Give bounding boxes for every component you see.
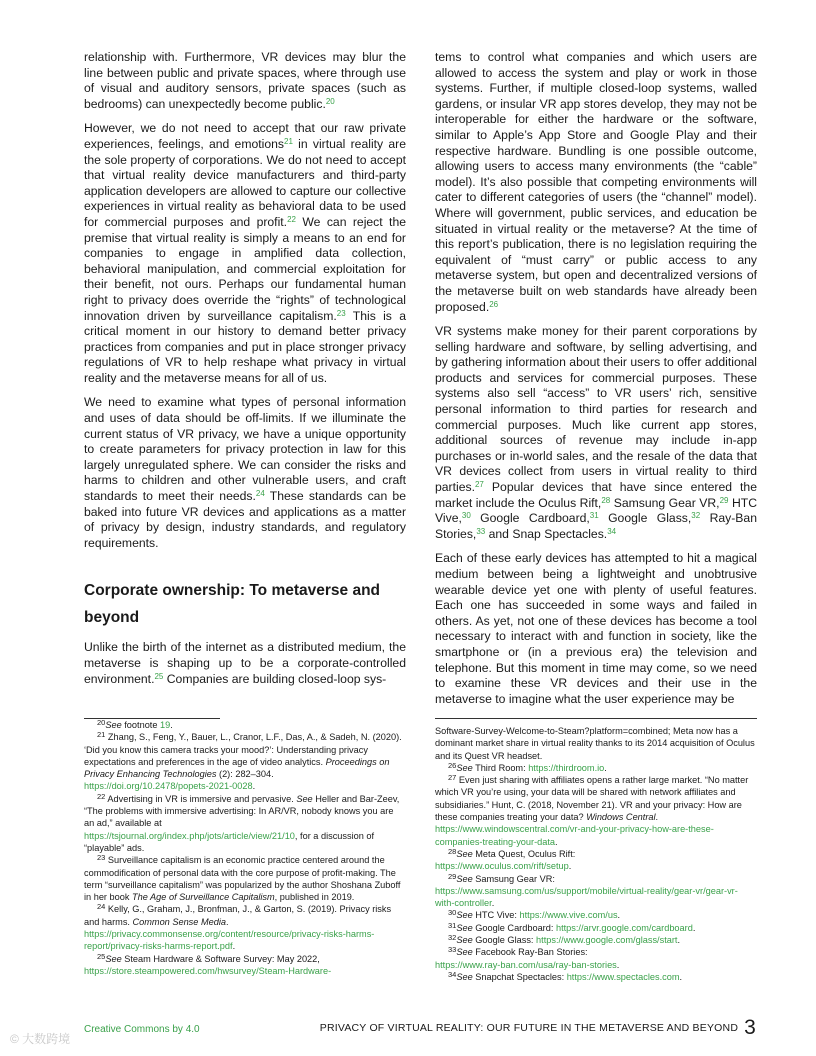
section-heading: Corporate ownership: To metaverse and beyond bbox=[84, 582, 380, 627]
watermark: © 大数跨境 bbox=[10, 1032, 71, 1046]
body-paragraph: Unlike the birth of the internet as a distributed medium, the metaverse is shaping up to be a corporate-controlled environment.$^{25}$ Companies are building closed-loop sys- bbox=[84, 640, 406, 686]
footnote-link[interactable]: https://www.windowscentral.com/vr-and-your-privacy-how-are-these-companies-treating-your-data bbox=[435, 824, 714, 847]
footnote-link[interactable]: https://www.ray-ban.com/usa/ray-ban-stories bbox=[435, 959, 617, 970]
footnote-20: $^{20}$See footnote 19. bbox=[97, 718, 173, 730]
report-title: PRIVACY OF VIRTUAL REALITY: OUR FUTURE IN THE METAVERSE AND BEYOND bbox=[319, 1022, 739, 1034]
footnote-divider bbox=[435, 718, 757, 719]
footnote-34: $^{34}$See Snapchat Spectacles: https://www.spectacles.com. bbox=[448, 969, 683, 982]
footnote-26: $^{26}$See Third Room: https://thirdroom.io. bbox=[448, 760, 607, 773]
body-paragraph: Each of these early devices has attempted to hit a magical medium between being a lightweight and unobtrusive wearable device yet one with plenty of useful features. Each one has succeeded in some ways and failed in others. As yet, not one of these devices has become a tool necessary to interact with and function in society, like the smartphone or (in a previous era) the television and telephone. But this moment in time may come, so we need to examine these VR devices and their use in the metaverse to imagine what the user experience may be bbox=[435, 551, 757, 706]
footnote-ref[interactable]: 34 bbox=[607, 526, 617, 536]
footnote-ref[interactable]: 30 bbox=[461, 511, 471, 521]
footnote-25-continued: Software-Survey-Welcome-to-Steam?platform=combined; Meta now has a dominant market share in virtual reality thanks to its 2014 acquisition of Oculus and its Quest VR headset. bbox=[435, 726, 755, 761]
footnote-ref[interactable]: 25 bbox=[154, 671, 164, 681]
license-link[interactable]: Creative Commons by 4.0 bbox=[84, 1024, 200, 1035]
footnote-28: $^{28}$See Meta Quest, Oculus Rift: https://www.oculus.com/rift/setup. bbox=[435, 846, 576, 872]
footnote-ref[interactable]: 32 bbox=[691, 511, 701, 521]
footnote-ref[interactable]: 24 bbox=[255, 489, 265, 499]
body-paragraph: However, we do not need to accept that our raw private experiences, feelings, and emotions$^{21}$ in virtual reality are the sole property of corporations. We do not need to accept that virtual reality device manufacturers and third-party application developers are allowed to capture our collective experiences in virtual reality as behavioral data to be used for commercial purposes and profit.$^{22}$ We can reject the premise that virtual reality is simply a means to an end for companies to engage in amplified data collection, behavioral manipulation, and commercial exploitation for their benefit, not ours. Perhaps our fundamental human right to privacy does override the “rights” of technological innovation driven by surveillance capitalism.$^{23}$ This is a critical moment in our history to demand better privacy practices from companies and put in place stronger privacy regulations of VR to help reshape what privacy in virtual reality and the metaverse means for all of us. bbox=[84, 121, 406, 385]
footnote-link[interactable]: https://doi.org/10.2478/popets-2021-0028 bbox=[84, 781, 253, 792]
body-paragraph: We need to examine what types of personal information and uses of data should be off-limits. If we illuminate the current status of VR privacy, we have a unique opportunity to create parameters for privacy protection in law for this largely unregulated sphere. We can consider the risks and harms to children and other vulnerable users, and craft standards to meet their needs.$^{24}$ These standards can be baked into future VR devices and applications as a matter of privacy by design, industry standards, and regulatory requirements. bbox=[84, 395, 406, 550]
footnote-27: $^{27}$ Even just sharing with affiliates opens a rather large market. “No matter which VR you’re using, your data will be shared with network affiliates and subsidiaries.” Hunt, C. (2018, November 21). VR and your privacy: How are these companies treating your data? Windows Central. https://www.windowscentral.com/vr-and-your-privacy-how-are-these-companies-treating-your-data. bbox=[435, 773, 749, 847]
footnote-ref[interactable]: 33 bbox=[476, 526, 486, 536]
left-column bbox=[84, 50, 406, 696]
footnote-link[interactable]: https://www.oculus.com/rift/setup bbox=[435, 861, 569, 872]
footnote-ref[interactable]: 29 bbox=[719, 495, 729, 505]
footnote-ref[interactable]: 20 bbox=[325, 96, 335, 106]
footnote-23: $^{23}$ Surveillance capitalism is an economic practice centered around the commodification of personal data with the core purpose of profit-making. The term “surveillance capitalism” was popularized by the author Shoshana Zuboff in her book The Age of Surveillance Capitalism, published in 2019. bbox=[84, 853, 401, 903]
footnote-29: $^{29}$See Samsung Gear VR: https://www.samsung.com/us/support/mobile/virtual-reality/gear-vr/gear-vr-with-controller. bbox=[435, 871, 738, 909]
footnote-32: $^{32}$See Google Glass: https://www.google.com/glass/start. bbox=[448, 933, 681, 946]
footnote-link[interactable]: https://privacy.commonsense.org/content/resource/privacy-risks-harms-report/privacy-risks-harms-report.pdf bbox=[84, 929, 375, 952]
footnote-link[interactable]: https://thirdroom.io bbox=[528, 762, 605, 773]
right-column bbox=[435, 50, 757, 716]
footnote-ref[interactable]: 28 bbox=[601, 495, 611, 505]
footnote-ref[interactable]: 22 bbox=[287, 214, 296, 224]
body-paragraph: VR systems make money for their parent corporations by selling hardware and software, by selling advertising, and by gathering information about their users to offer additional products and services for commercial purposes. These systems also sell “access” to VR users’ rich, sensitive personal information to third parties for research and commercial purposes. Much like current app stores, additional sources of revenue may include in-app purchases or in-world sales, and the resale of the data that VR devices collect from users in virtual reality to third parties.$^{27}$ Popular devices that have since entered the market include the Oculus Rift,$^{28}$ Samsung Gear VR,$^{29}$ HTC Vive,$^{30}$ Google Cardboard,$^{31}$ Google Glass,$^{32}$ Ray-Ban Stories,$^{33}$ and Snap Spectacles.$^{34}$ bbox=[435, 324, 757, 541]
footnote-link[interactable]: 19 bbox=[160, 720, 171, 730]
footnote-22: $^{22}$ Advertising in VR is immersive and pervasive. See Heller and Bar-Zeev, “The problems with immersive advertising: In AR/VR, nobody knows you are an ad,” available at https://tsjournal.org/index.php/jots/article/view/21/10, for a discussion of “playable” ads. bbox=[84, 791, 400, 853]
footnote-25: $^{25}$See Steam Hardware & Software Survey: May 2022, https://store.steampowered.com/hwsurvey/Steam-Hardware- bbox=[84, 951, 332, 976]
footnote-link[interactable]: https://tsjournal.org/index.php/jots/article/view/21/10 bbox=[84, 830, 295, 841]
footnote-link[interactable]: https://store.steampowered.com/hwsurvey/Steam-Hardware- bbox=[84, 965, 332, 976]
footnote-link[interactable]: https://arvr.google.com/cardboard bbox=[555, 922, 693, 933]
footnote-link[interactable]: https://www.vive.com/us bbox=[519, 910, 618, 921]
footnote-link[interactable]: https://www.samsung.com/us/support/mobile/virtual-reality/gear-vr/gear-vr-with-controller bbox=[435, 885, 738, 909]
footnote-24: $^{24}$ Kelly, G., Graham, J., Bronfman, J., & Garton, S. (2019). Privacy risks and harms. Common Sense Media. https://privacy.commonsense.org/content/resource/privacy-risks-harms-report/privacy-risks-harms-report.pdf. bbox=[84, 902, 392, 952]
footnote-31: $^{31}$See Google Cardboard: https://arvr.google.com/cardboard. bbox=[448, 920, 696, 933]
body-paragraph: tems to control what companies and which users are allowed to access the system and play or work in those systems. Further, if multiple closed-loop systems, walled gardens, or insular VR app stores develop, they may not be interoperable for either the hardware or the software, similar to Apple’s App Store and Google Play and their respective hardware. Bundling is one possible outcome, allowing users to access many environments (the “cable” model). It’s also possible that competing environments will cater to different categories of users (the “channel” model). Where will government, public services, and education be situated in virtual reality or the metaverse? At the time of this report’s publication, there is no legislation requiring the equivalent of “must carry” or public access to any metaverse system, but open and decentralized versions of the metaverse built on web standards have already been proposed.$^{26}$ bbox=[435, 50, 757, 314]
footnotes-right bbox=[435, 725, 757, 983]
page-number: 3 bbox=[744, 1016, 756, 1039]
footnote-ref[interactable]: 21 bbox=[284, 136, 293, 146]
footnote-link[interactable]: https://www.spectacles.com bbox=[566, 971, 680, 982]
footnotes-left bbox=[84, 719, 406, 977]
footnote-ref[interactable]: 23 bbox=[336, 308, 346, 318]
footnote-ref[interactable]: 31 bbox=[589, 511, 599, 521]
footnote-ref[interactable]: 27 bbox=[474, 480, 484, 490]
footnote-21: $^{21}$ Zhang, S., Feng, Y., Bauer, L., Cranor, L.F., Das, A., & Sadeh, N. (2020). ‘Did you know this camera tracks your mood?’: Understanding privacy expectations and preferences in the age of video analytics. Proceedings on Privacy Enhancing Technologies (2): 282–304. https://doi.org/10.2478/popets-2021-0028. bbox=[84, 730, 402, 792]
footnote-ref[interactable]: 26 bbox=[489, 299, 499, 309]
footnote-link[interactable]: https://www.google.com/glass/start bbox=[536, 935, 678, 946]
footnote-33: $^{33}$See Facebook Ray-Ban Stories: https://www.ray-ban.com/usa/ray-ban-stories. bbox=[435, 945, 620, 970]
running-footer bbox=[320, 1016, 756, 1040]
body-paragraph: relationship with. Furthermore, VR devices may blur the line between public and private spaces, where through use of visual and auditory sensors, private spaces (such as bedrooms) can unexpectedly become public.$^{20}$ bbox=[84, 50, 406, 111]
footnote-30: $^{30}$See HTC Vive: https://www.vive.com/us. bbox=[448, 908, 621, 921]
